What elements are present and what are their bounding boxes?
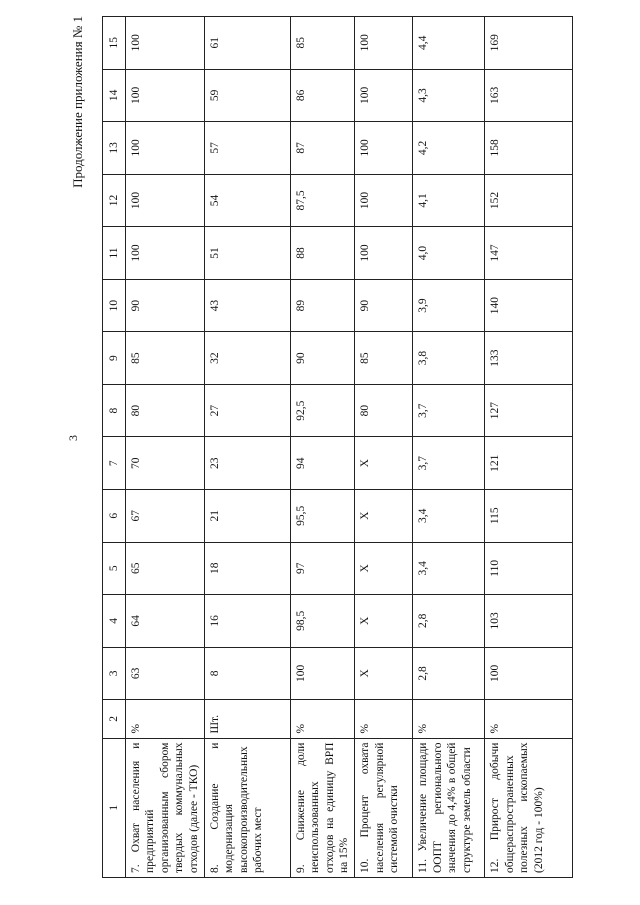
value-cell: 100 [126,122,205,175]
value-cell: 70 [126,437,205,490]
value-cell: 86 [290,69,355,122]
value-cell: 16 [204,595,290,648]
value-cell: 4,0 [413,227,485,280]
value-cell: 169 [485,17,573,70]
value-cell: 100 [126,17,205,70]
table-body [126,17,573,878]
page-number: 3 [66,435,80,441]
column-header: 15 [103,17,126,70]
value-cell: 65 [126,542,205,595]
indicator-cell: 11. Увеличение площади ООПТ регионального значения до 4,4% в общей структуре земель области [413,738,485,877]
value-cell: 90 [290,332,355,385]
indicator-cell: 8. Создание и модернизация высокопроизводительных рабочих мест [204,738,290,877]
column-header: 2 [103,700,126,738]
value-cell: 100 [126,227,205,280]
value-cell: 21 [204,489,290,542]
table-row [355,17,413,878]
indicator-cell: 9. Снижение доли неиспользованных отходов на единицу ВРП на 15% [290,738,355,877]
indicator-cell: 12. Прирост добычи общераспространенных полезных ископаемых (2012 год - 100%) [485,738,573,877]
value-cell: 100 [355,174,413,227]
value-cell: 140 [485,279,573,332]
unit-cell: % [290,700,355,738]
value-cell: 163 [485,69,573,122]
column-number-row [103,17,126,878]
table-row [290,17,355,878]
value-cell: 3,8 [413,332,485,385]
value-cell: 61 [204,17,290,70]
unit-cell: Шт. [204,700,290,738]
column-header: 6 [103,489,126,542]
value-cell: Х [355,542,413,595]
value-cell: 27 [204,384,290,437]
value-cell: 4,4 [413,17,485,70]
value-cell: 90 [355,279,413,332]
table-row [126,17,205,878]
value-cell: 54 [204,174,290,227]
unit-cell: % [485,700,573,738]
column-header: 8 [103,384,126,437]
value-cell: 51 [204,227,290,280]
table-row [413,17,485,878]
value-cell: 152 [485,174,573,227]
column-header: 1 [103,738,126,877]
value-cell: 100 [355,122,413,175]
unit-cell: % [413,700,485,738]
value-cell: 2,8 [413,595,485,648]
column-header: 11 [103,227,126,280]
value-cell: 115 [485,489,573,542]
indicator-cell: 7. Охват населения и предприятий организованным сбором твердых коммунальных отходов (далее - ТКО) [126,738,205,877]
value-cell: 100 [355,69,413,122]
value-cell: Х [355,595,413,648]
indicator-table [102,16,573,878]
value-cell: 100 [290,647,355,700]
value-cell: 100 [355,17,413,70]
column-header: 14 [103,69,126,122]
value-cell: 32 [204,332,290,385]
value-cell: 23 [204,437,290,490]
column-header: 12 [103,174,126,227]
column-header: 5 [103,542,126,595]
value-cell: 57 [204,122,290,175]
value-cell: 95,5 [290,489,355,542]
value-cell: 100 [485,647,573,700]
value-cell: 100 [126,174,205,227]
unit-cell: % [355,700,413,738]
value-cell: Х [355,489,413,542]
value-cell: 90 [126,279,205,332]
value-cell: 80 [126,384,205,437]
value-cell: 94 [290,437,355,490]
unit-cell: % [126,700,205,738]
value-cell: 67 [126,489,205,542]
value-cell: 92,5 [290,384,355,437]
value-cell: 110 [485,542,573,595]
column-header: 13 [103,122,126,175]
value-cell: 3,4 [413,489,485,542]
column-header: 9 [103,332,126,385]
value-cell: 3,7 [413,384,485,437]
annex-continuation-label: Продолжение приложения № 1 [70,16,85,188]
value-cell: 3,7 [413,437,485,490]
value-cell: 3,4 [413,542,485,595]
value-cell: 121 [485,437,573,490]
value-cell: 4,2 [413,122,485,175]
value-cell: 158 [485,122,573,175]
value-cell: 85 [290,17,355,70]
value-cell: 127 [485,384,573,437]
value-cell: Х [355,437,413,490]
column-header: 3 [103,647,126,700]
value-cell: 103 [485,595,573,648]
value-cell: 87 [290,122,355,175]
rotated-page [50,8,640,878]
value-cell: 100 [126,69,205,122]
value-cell: 4,1 [413,174,485,227]
value-cell: 3,9 [413,279,485,332]
value-cell: Х [355,647,413,700]
value-cell: 80 [355,384,413,437]
table-row [204,17,290,878]
value-cell: 85 [126,332,205,385]
value-cell: 43 [204,279,290,332]
value-cell: 59 [204,69,290,122]
column-header: 10 [103,279,126,332]
table-row [485,17,573,878]
value-cell: 89 [290,279,355,332]
value-cell: 8 [204,647,290,700]
value-cell: 64 [126,595,205,648]
column-header: 7 [103,437,126,490]
column-header: 4 [103,595,126,648]
value-cell: 18 [204,542,290,595]
value-cell: 98,5 [290,595,355,648]
value-cell: 2,8 [413,647,485,700]
value-cell: 133 [485,332,573,385]
value-cell: 97 [290,542,355,595]
value-cell: 85 [355,332,413,385]
value-cell: 100 [355,227,413,280]
indicator-cell: 10. Процент охвата населения регулярной системой очистки [355,738,413,877]
value-cell: 88 [290,227,355,280]
value-cell: 63 [126,647,205,700]
value-cell: 87,5 [290,174,355,227]
value-cell: 147 [485,227,573,280]
value-cell: 4,3 [413,69,485,122]
